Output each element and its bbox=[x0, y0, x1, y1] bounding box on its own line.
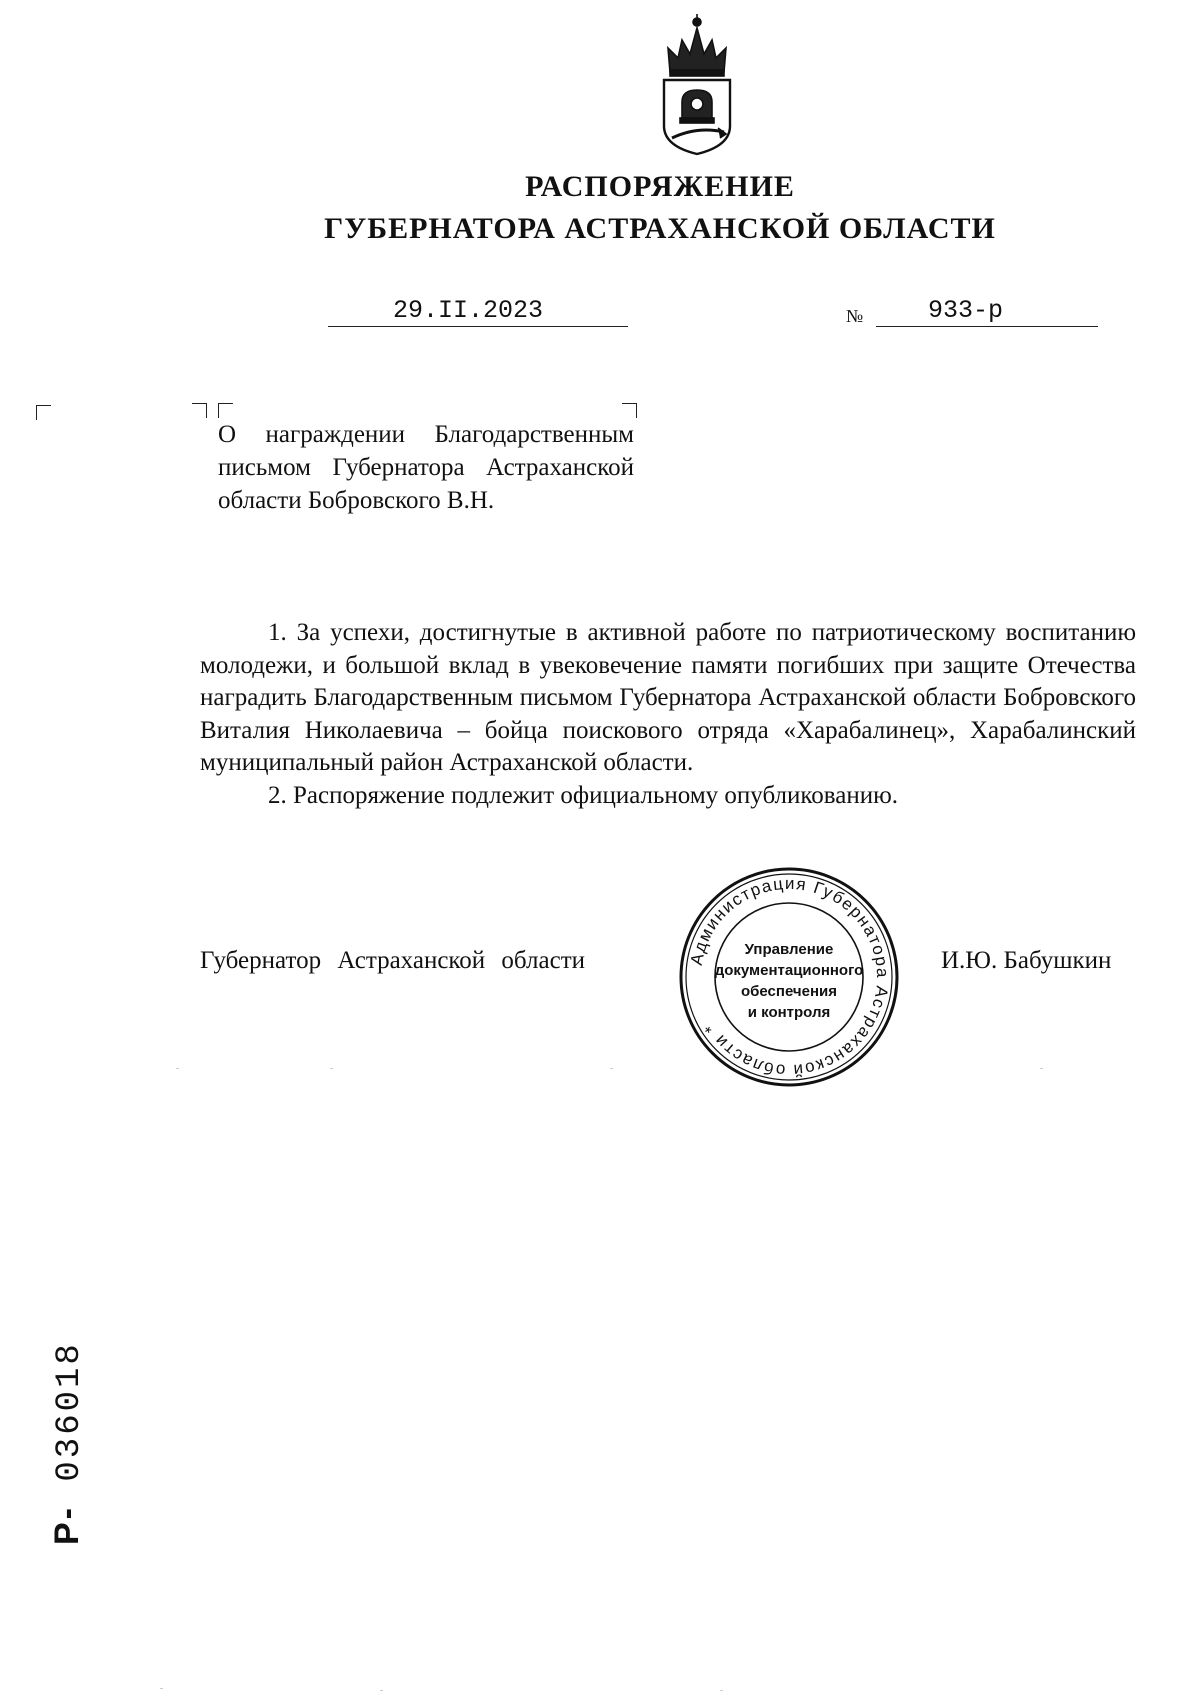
scan-speck bbox=[330, 1068, 333, 1069]
scan-speck bbox=[176, 1068, 179, 1069]
official-stamp bbox=[676, 864, 902, 1090]
scan-speck bbox=[1040, 1068, 1043, 1069]
issuer-heading: ГУБЕРНАТОРА АСТРАХАНСКОЙ ОБЛАСТИ bbox=[324, 212, 996, 245]
number-sign: № bbox=[846, 306, 864, 326]
scan-speck bbox=[720, 1690, 723, 1691]
stamp-ring-text: Администрация Губернатора Астраханской области * bbox=[686, 873, 893, 1081]
stamp-line-1: Управление bbox=[744, 941, 834, 958]
document-type-heading: РАСПОРЯЖЕНИЕ bbox=[525, 170, 795, 203]
stamp-line-3: обеспечения bbox=[740, 983, 838, 1000]
stamp-line-2: документационного bbox=[714, 962, 864, 979]
document-subject: О награждении Благодарственным письмом Губернатора Астраханской области Бобровского В.Н. bbox=[218, 421, 634, 514]
stamp-line-4: и контроля bbox=[747, 1004, 831, 1021]
scan-speck bbox=[380, 1690, 383, 1691]
corner-mark bbox=[192, 403, 207, 418]
document-body bbox=[200, 617, 1136, 813]
body-paragraph-2: 2. Распоряжение подлежит официальному опубликованию. bbox=[268, 781, 899, 809]
registration-prefix: Р- bbox=[48, 1505, 86, 1545]
corner-mark bbox=[36, 405, 51, 420]
signatory-name: И.Ю. Бабушкин bbox=[941, 947, 1112, 974]
registration-number bbox=[48, 1341, 88, 1545]
corner-mark bbox=[622, 403, 637, 418]
number-underline bbox=[876, 326, 1098, 327]
scan-speck bbox=[610, 1068, 613, 1069]
scan-speck bbox=[160, 1688, 163, 1689]
date-underline bbox=[328, 326, 628, 327]
corner-mark bbox=[218, 403, 233, 418]
coat-of-arms-emblem bbox=[660, 14, 734, 156]
signatory-position: Губернатор Астраханской области bbox=[200, 947, 586, 974]
document-number: 933-р bbox=[928, 296, 1004, 325]
body-paragraph-1: 1. За успехи, достигнутые в активной работе по патриотическому воспитанию молодежи, и большой вклад в увековечение памяти погибших при защите Отечества наградить Благодарственным письмом Губернатора Астраханской области Бобровского Виталия Николаевича – бойца поискового отряда «Харабалинец», Харабалинский муниципальный район Астраханской области. bbox=[200, 619, 1136, 777]
document-date: 29.II.2023 bbox=[393, 296, 544, 325]
registration-digits: 036018 bbox=[51, 1341, 89, 1482]
